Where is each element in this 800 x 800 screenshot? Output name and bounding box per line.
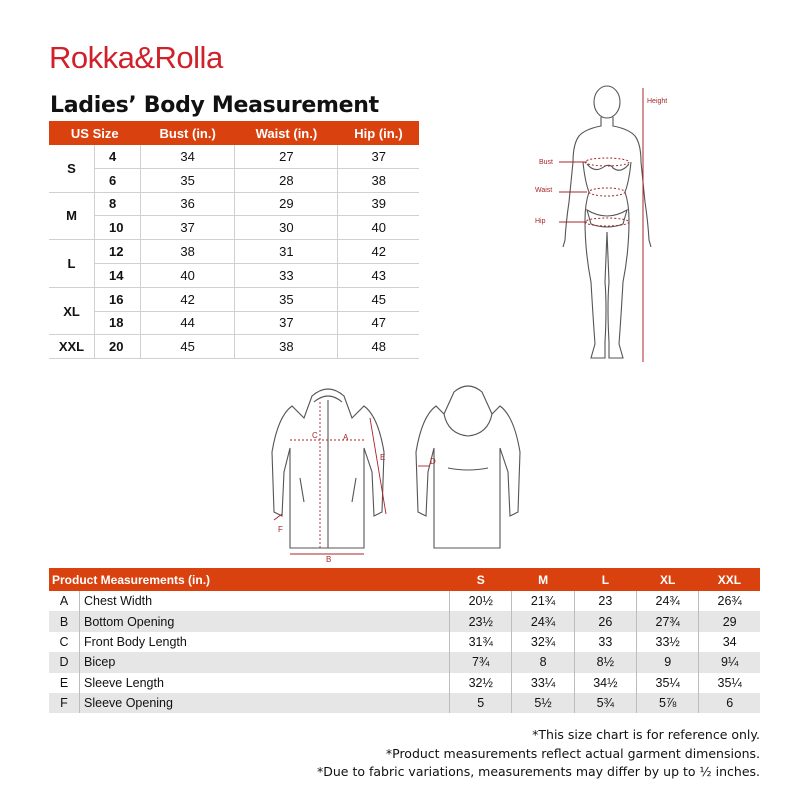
table-header-row [49, 568, 760, 591]
size-group-label: M [49, 192, 95, 240]
waist-cell: 33 [235, 263, 338, 287]
us-size-cell: 18 [95, 311, 141, 335]
waist-cell: 29 [235, 192, 338, 216]
us-size-cell: 14 [95, 263, 141, 287]
us-size-cell: 6 [95, 168, 141, 192]
bust-cell: 37 [141, 216, 235, 240]
header-size-xl: XL [637, 568, 699, 591]
measure-lines [559, 88, 643, 362]
row-code: B [49, 611, 80, 631]
header-product-measurements: Product Measurements (in.) [49, 568, 450, 591]
row-label: Bottom Opening [80, 611, 450, 631]
bust-cell: 44 [141, 311, 235, 335]
label-e: E [380, 453, 386, 462]
header-bust: Bust (in.) [141, 121, 235, 145]
table-row [49, 168, 419, 192]
value-cell: 29 [699, 611, 760, 631]
bust-cell: 42 [141, 287, 235, 311]
table-row [49, 311, 419, 335]
hip-cell: 48 [338, 335, 419, 359]
footnote: *This size chart is for reference only. [532, 727, 760, 742]
waist-cell: 28 [235, 168, 338, 192]
waist-cell: 35 [235, 287, 338, 311]
value-cell: 32¾ [512, 632, 574, 652]
table-row [49, 673, 760, 693]
us-size-cell: 4 [95, 145, 141, 168]
coat-front [272, 389, 384, 548]
bust-cell: 36 [141, 192, 235, 216]
value-cell: 8 [512, 652, 574, 672]
hip-cell: 38 [338, 168, 419, 192]
value-cell: 20½ [450, 591, 512, 611]
bust-cell: 45 [141, 335, 235, 359]
hip-cell: 37 [338, 145, 419, 168]
waist-cell: 31 [235, 240, 338, 264]
footnotes [317, 726, 760, 782]
height-label: Height [647, 98, 668, 105]
waist-cell: 30 [235, 216, 338, 240]
hip-cell: 42 [338, 240, 419, 264]
garment-diagram [268, 382, 530, 564]
footnote: *Product measurements reflect actual garment dimensions. [385, 745, 760, 761]
header-size-l: L [574, 568, 636, 591]
value-cell: 34½ [574, 673, 636, 693]
us-size-cell: 16 [95, 287, 141, 311]
us-size-cell: 10 [95, 216, 141, 240]
body-table-title: Ladies’ Body Measurement [50, 93, 379, 118]
value-cell: 5⅞ [637, 693, 699, 713]
header-size-xxl: XXL [699, 568, 760, 591]
bust-cell: 40 [141, 263, 235, 287]
table-row [49, 263, 419, 287]
row-label: Chest Width [80, 591, 450, 611]
value-cell: 26 [574, 611, 636, 631]
label-a: A [343, 433, 349, 442]
hip-cell: 40 [338, 216, 419, 240]
value-cell: 23½ [450, 611, 512, 631]
value-cell: 8½ [574, 652, 636, 672]
size-group-label: S [49, 145, 95, 192]
value-cell: 24¾ [512, 611, 574, 631]
label-b: B [326, 555, 332, 564]
value-cell: 5 [450, 693, 512, 713]
row-label: Bicep [80, 652, 450, 672]
us-size-cell: 8 [95, 192, 141, 216]
waist-cell: 38 [235, 335, 338, 359]
row-code: C [49, 632, 80, 652]
sleeve-opening-line [274, 514, 282, 520]
waist-cell: 37 [235, 311, 338, 335]
value-cell: 27¾ [637, 611, 699, 631]
row-label: Front Body Length [80, 632, 450, 652]
bust-cell: 38 [141, 240, 235, 264]
row-label: Sleeve Length [80, 673, 450, 693]
garment-measure-lines [274, 402, 430, 554]
header-size-m: M [512, 568, 574, 591]
hip-cell: 47 [338, 311, 419, 335]
value-cell: 24¾ [637, 591, 699, 611]
row-code: D [49, 652, 80, 672]
header-size-s: S [450, 568, 512, 591]
hip-cell: 39 [338, 192, 419, 216]
bust-cell: 35 [141, 168, 235, 192]
brand-logo: Rokka&Rolla [49, 40, 223, 75]
value-cell: 33¼ [512, 673, 574, 693]
value-cell: 7¾ [450, 652, 512, 672]
value-cell: 23 [574, 591, 636, 611]
us-size-cell: 20 [95, 335, 141, 359]
table-row [49, 145, 419, 168]
table-row [49, 591, 760, 611]
table-row [49, 287, 419, 311]
row-code: F [49, 693, 80, 713]
table-row [49, 240, 419, 264]
hip-cell: 45 [338, 287, 419, 311]
hip-cell: 43 [338, 263, 419, 287]
product-measurement-table [49, 568, 760, 713]
table-row [49, 632, 760, 652]
coat-back [416, 386, 520, 548]
table-row [49, 192, 419, 216]
header-waist: Waist (in.) [235, 121, 338, 145]
table-row [49, 611, 760, 631]
value-cell: 5¾ [574, 693, 636, 713]
value-cell: 33½ [637, 632, 699, 652]
table-row [49, 693, 760, 713]
bust-cell: 34 [141, 145, 235, 168]
label-f: F [278, 525, 283, 534]
table-row [49, 335, 419, 359]
row-code: E [49, 673, 80, 693]
waist-label: Waist [535, 187, 553, 194]
row-code: A [49, 591, 80, 611]
us-size-cell: 12 [95, 240, 141, 264]
value-cell: 35¼ [717, 675, 742, 690]
value-cell: 35¼ [637, 673, 699, 693]
value-cell: 9 [637, 652, 699, 672]
table-header-row [49, 121, 419, 145]
bust-label: Bust [539, 159, 554, 166]
value-cell: 6 [699, 693, 760, 713]
row-label: Sleeve Opening [80, 693, 450, 713]
header-us-size: US Size [49, 121, 141, 145]
label-c: C [312, 431, 318, 440]
body-measurement-table [49, 121, 419, 359]
value-cell: 21¾ [512, 591, 574, 611]
size-group-label: XXL [49, 335, 95, 359]
value-cell: 34 [722, 634, 737, 649]
value-cell: 9¼ [699, 652, 760, 672]
footnote: *Due to fabric variations, measurements may differ by up to ½ inches. [316, 764, 760, 779]
value-cell: 26¾ [717, 594, 742, 609]
body-measurement-figure [525, 82, 685, 372]
label-d: D [430, 457, 436, 466]
size-group-label: XL [49, 287, 95, 335]
value-cell: 32½ [450, 673, 512, 693]
hip-label: Hip [535, 218, 546, 225]
size-group-label: L [49, 240, 95, 288]
table-row [49, 216, 419, 240]
value-cell: 31¾ [450, 632, 512, 652]
value-cell: 5½ [512, 693, 574, 713]
waist-cell: 27 [235, 145, 338, 168]
table-row [49, 652, 760, 672]
header-hip: Hip (in.) [338, 121, 419, 145]
value-cell: 33 [574, 632, 636, 652]
